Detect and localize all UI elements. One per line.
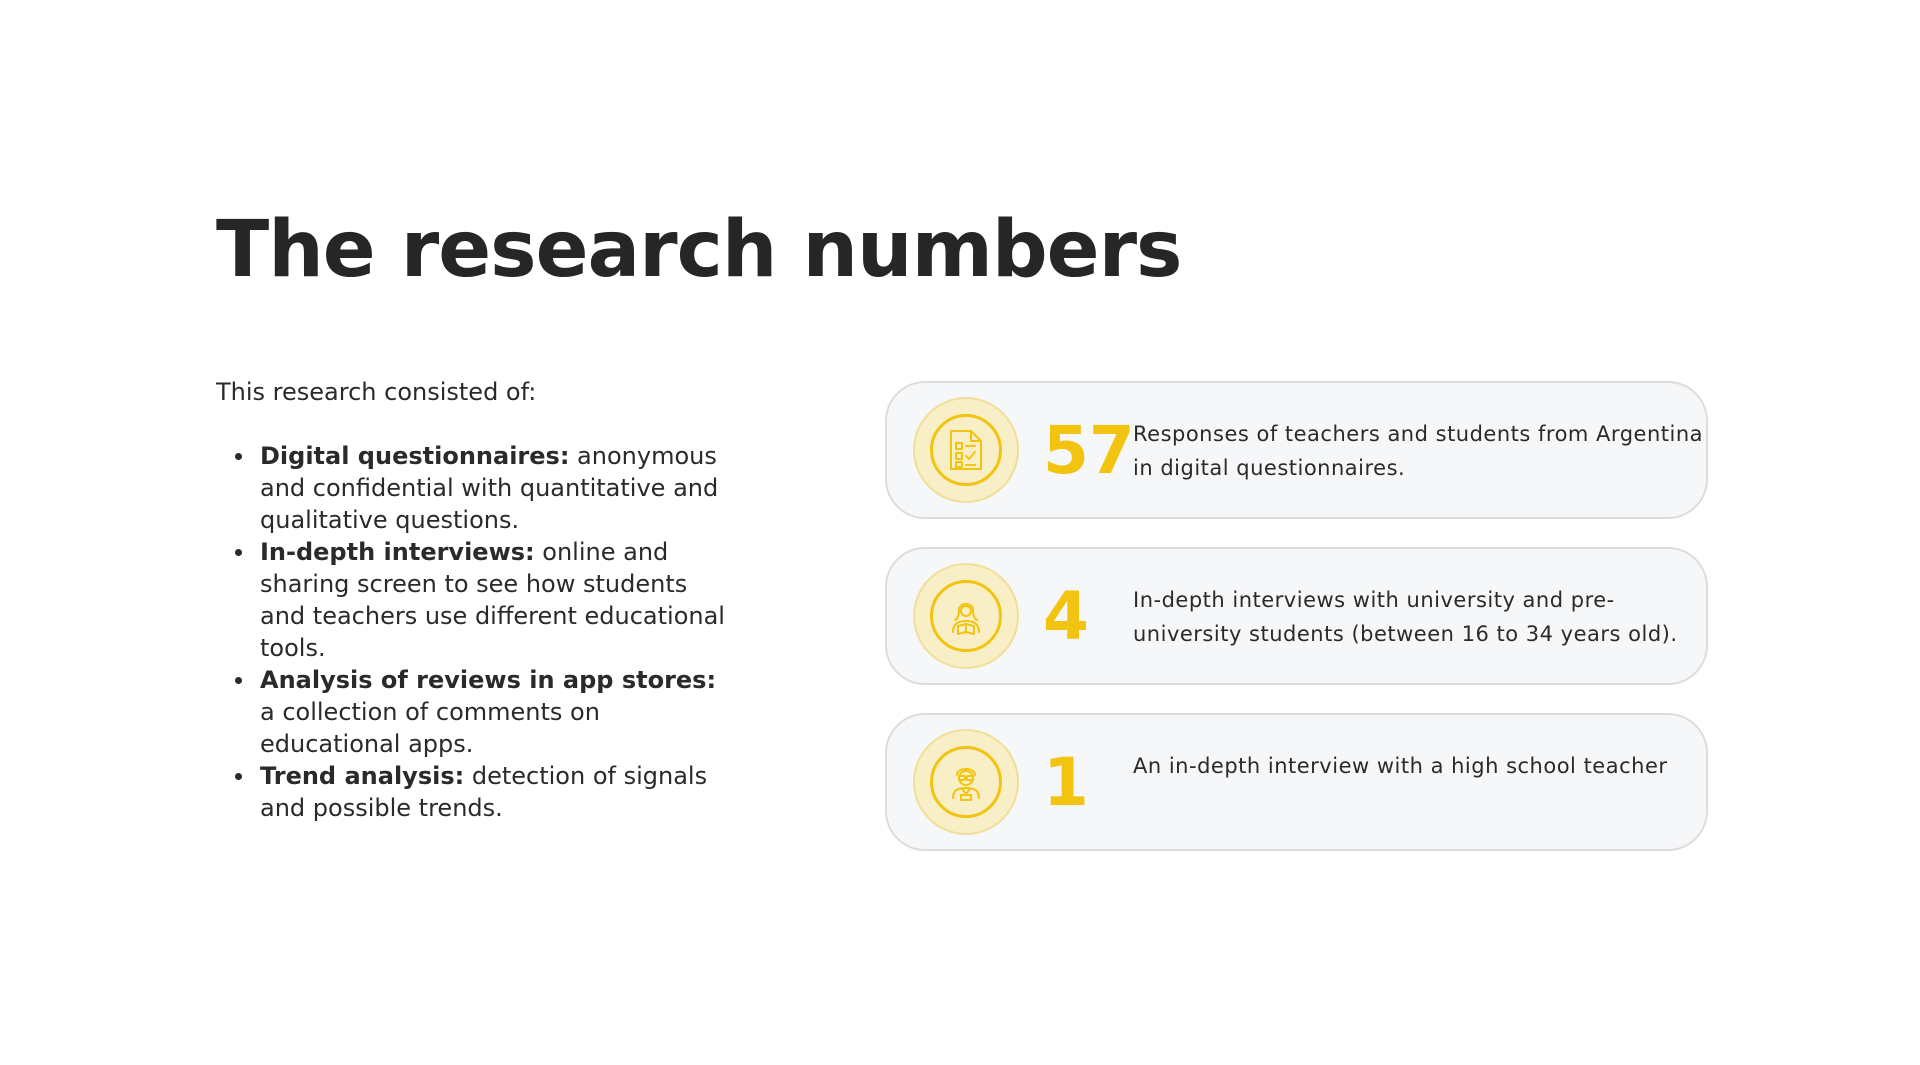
method-description: a collection of comments on educational apps. [260,698,600,758]
method-name: Trend analysis: [260,762,465,790]
list-item [216,536,736,664]
list-item [216,440,736,536]
stat-number: 1 [1043,744,1089,821]
stats-cards [885,381,1710,879]
stat-card-questionnaires [885,381,1708,519]
stat-card-teacher-interview [885,713,1708,851]
method-description: online and sharing screen to see how students and teachers use different educational tools. [260,538,725,662]
method-description: detection of signals and possible trends. [260,762,708,822]
stat-number: 57 [1043,412,1135,489]
method-name: Analysis of reviews in app stores: [260,666,717,694]
page-title: The research numbers [216,205,1182,295]
icon-badge [913,397,1019,503]
student-reading-icon [946,596,986,636]
icon-badge [913,563,1019,669]
stat-card-student-interviews [885,547,1708,685]
method-description: anonymous and confidential with quantitative and qualitative questions. [260,442,719,534]
questionnaire-icon [947,429,985,471]
stat-description: Responses of teachers and students from Argentina in digital questionnaires. [1133,422,1703,480]
icon-badge [913,729,1019,835]
method-name: In-depth interviews: [260,538,535,566]
list-item [216,664,736,760]
research-methods-section [216,376,736,824]
stat-number: 4 [1043,578,1089,655]
stat-description: In-depth interviews with university and pre-university students (between 16 to 34 years old). [1133,588,1678,646]
methods-list [216,440,736,824]
intro-text: This research consisted of: [216,378,537,406]
teacher-icon [946,762,986,802]
method-name: Digital questionnaires: [260,442,570,470]
list-item [216,760,736,824]
stat-description: An in-depth interview with a high school teacher [1133,754,1668,778]
